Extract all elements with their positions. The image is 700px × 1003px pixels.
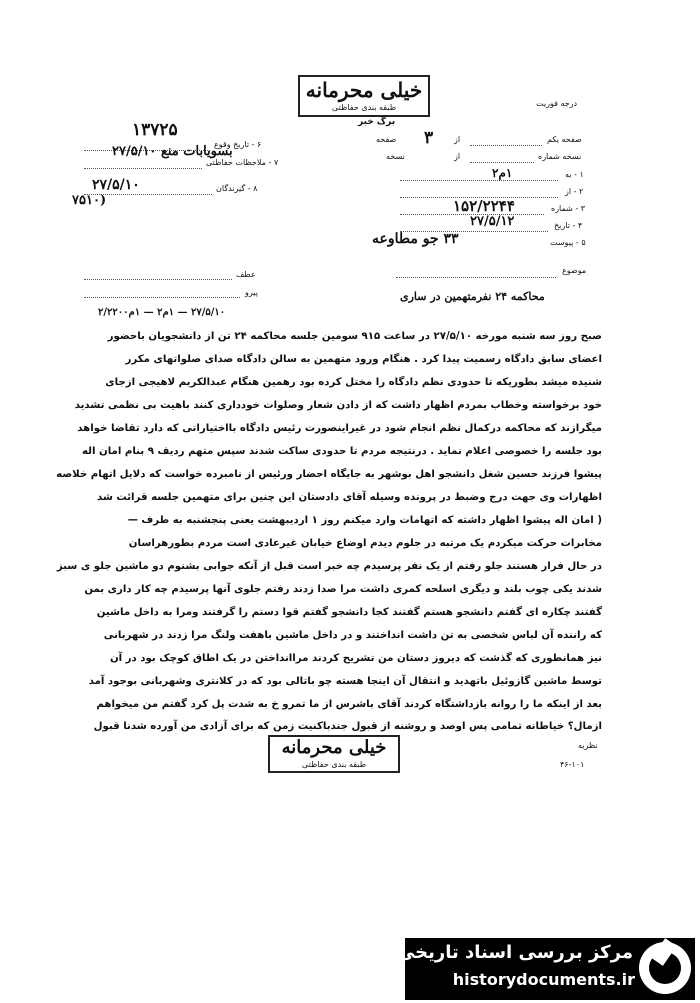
stamp-title: خیلی محرمانه — [305, 78, 423, 102]
nazaria-label: نظریه — [578, 741, 598, 750]
notes-label: ۷ - ملاحظات حفاظتی — [206, 158, 279, 167]
event-date-value: ۱۳۷۲۵ — [132, 120, 178, 140]
body-line: شنیده میشد بطوریکه تا حدودی نظم دادگاه را مختل کرده بود رهمین هنگام عبدالکریم لاهیجی ازجای — [105, 377, 602, 388]
dotline — [396, 277, 556, 278]
form-code: ۴۶-۱۰۱ — [560, 760, 585, 769]
copy-value: نسخه — [386, 152, 405, 161]
from-label: ۲ - از — [565, 187, 584, 196]
body-line: گفتند چکاره ای گفتم دانشجو هستم گفتند کجا دانشجو گفتم قوا دستم را گرفتند ومرا به داخل ماشین — [96, 607, 602, 618]
dotline — [84, 279, 232, 280]
dotline — [400, 180, 558, 181]
attach-label: ۵ - پیوست — [550, 238, 586, 247]
margin-note: (۷۵۱۰ — [72, 193, 107, 208]
body-line: اظهارات وی جهت درج وضبط در پرونده وسیله آقای دادستان این چنین برای متهمین جلسه قرائت شد — [96, 492, 602, 503]
copy-of-label: از — [454, 152, 461, 161]
body-line: ( امان اله پیشوا اظهار داشته که اتهامات وارد میکنم روز ۱ اردیبهشت یعنی پنجشنبه به طرف — — [127, 515, 602, 526]
dotline — [470, 162, 534, 163]
page-of-value: صفحه — [376, 135, 397, 144]
body-line: اعضای سابق دادگاه رسمیت پیدا کرد . هنگام ورود متهمین به سالن دادگاه صدای صلواتهای مکرر — [125, 354, 602, 365]
dotline — [84, 297, 240, 298]
body-line: بود جلسه را خصوصی اعلام نماید . درنتیجه مردم تا حدودی ساکت شدند سپس متهم ردیف ۹ بنام امان اله — [81, 446, 602, 457]
body-line: در حال فرار هستند جلو رفتم از یک نفر پرسیدم چه خبر است قبل از آنکه جوابی بشنوم دو ماشین جلو ی سبز — [56, 561, 602, 572]
priority-label: درجه فوریت — [536, 99, 578, 108]
classification-stamp-top — [298, 75, 430, 117]
page-label: صفحه یکم — [547, 135, 582, 144]
date-label: ۴ - تاریخ — [554, 221, 583, 230]
recipients-label: ۸ - گیرندگان — [216, 184, 258, 193]
dotline — [470, 145, 542, 146]
peyro-label: پیرو — [245, 288, 258, 297]
stamp-subtitle: طبقه بندی حفاظتی — [301, 760, 367, 769]
subject-value: محاکمه ۲۴ نفرمتهمین در ساری — [400, 290, 545, 303]
date-value: ۲۷/۵/۱۲ — [470, 214, 515, 229]
stamp-title: خیلی محرمانه — [281, 737, 387, 758]
to-value: ۱م۲ — [492, 166, 513, 180]
body-line: نیز همانطوری که گذشت که دیروز دستان من تشریح کردند مراانداختن در یک اطاق کوچک بود در آن — [109, 653, 602, 664]
body-line: میگرازند که محاکمه درکمال نظم انجام شود در غیراینصورت رئیس دادگاه بااختیاراتی که دارد تقاضا خواهد — [77, 423, 602, 434]
archive-watermark — [396, 938, 695, 1000]
dotline — [84, 168, 202, 169]
to-label: ۱ - به — [565, 170, 584, 179]
attach-value: ۳۳ جو مطاوعه — [372, 231, 459, 247]
page-of-label: از — [454, 135, 461, 144]
watermark-url: historydocuments.ir — [452, 970, 635, 989]
body-line: مخابرات حرکت میکردم یک مرتبه در جلوم دیدم اوضاع خیابان غیرعادی است مردم بطورهراسان — [128, 538, 602, 549]
number-value: ۱۵۲/۲۲۴۴ — [453, 197, 515, 215]
sheet-label: برگ خبر — [358, 117, 396, 127]
body-line: بعد از اینکه ما را روانه بازداشتگاه کردند آقای باشرس از ما تمرو خ به شدت پل کرد گفتم من میخواهم — [96, 699, 602, 710]
body-line: صبح روز سه شنبه مورخه ۲۷/۵/۱۰ در ساعت ۹۱۵ سومین جلسه محاکمه ۲۴ تن از دانشجویان باحضور — [107, 331, 602, 342]
classification-stamp-bottom — [268, 735, 400, 773]
recipients-value: ۲۷/۵/۱۰ — [92, 177, 140, 193]
stamp-subtitle: طبقه بندی حفاظتی — [331, 103, 397, 112]
number-label: ۳ - شماره — [551, 204, 586, 213]
body-line: توسط ماشین گازوئیل باتهدید و انتقال آن اینجا هسته چو باتالی بود که در کلانتری وشهربانی بوجود آمد — [88, 676, 602, 687]
event-date-label: ۶ - تاریخ وقوع — [214, 140, 262, 149]
body-line: ازمال؟ خیاطانه تمامی پس اوصد و روشنه از قبول جندباکنیت زمن که برای آزادی من آورده شدنا قبول — [93, 721, 602, 732]
page-count-hand: ۳ — [424, 128, 434, 148]
reference-line: ۲۷/۵/۱۰ — ۱م۲ — ۱م۲/۲۲۰۰ — [98, 307, 226, 318]
body-line: شدند یکی چوب بلند و دیگری اسلحه کمری داشت مرا صدا زدند رفتم جلوی آنها پرسیدم چه کار داری بمن — [84, 584, 602, 595]
copy-label: نسخه شماره — [538, 152, 582, 161]
subject-label: موضوع — [562, 266, 587, 275]
atf-label: عطف — [236, 270, 256, 279]
body-line: که راننده آن لباس شخصی به تن داشت انداختند و در داخل ماشین باهفت ولنگ مرا زدند در شهربانی — [103, 630, 602, 641]
notes-value: بسویابات منع ۲۷/۵/۱۰ — [112, 144, 233, 159]
body-line: پیشوا فرزند حسین شغل دانشجو اهل بوشهر به جایگاه احضار ورئیس از نامبرده خواست که دلایل اتهام خلاصه — [56, 469, 602, 480]
archive-logo-icon — [639, 942, 691, 994]
watermark-title: مرکز بررسی اسناد تاریخی — [396, 942, 633, 963]
body-line: خود برخواسته وخطاب بمردم اظهار داشت که از دادن شعار وصلوات خودداری کنند باهیت بی نظمی تشدید — [74, 400, 602, 411]
